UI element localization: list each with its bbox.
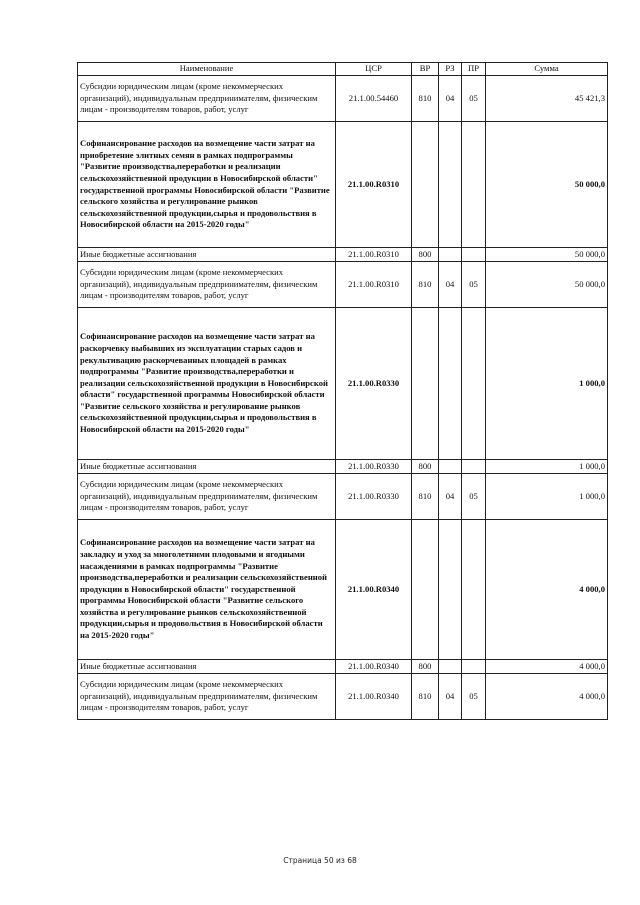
row-vr: 810 [412, 76, 439, 122]
row-rz [439, 460, 462, 474]
header-csr: ЦСР [336, 63, 412, 76]
row-rz [439, 122, 462, 248]
row-name: Субсидии юридическим лицам (кроме некоммерческих организаций), индивидуальным предпринимателям, физическим лицам - производителям товаров, работ, услуг [78, 262, 336, 308]
row-csr: 21.1.00.R0330 [336, 474, 412, 520]
row-sum: 1 000,0 [486, 474, 608, 520]
row-pr [462, 520, 486, 660]
row-rz: 04 [439, 474, 462, 520]
row-pr [462, 308, 486, 460]
row-sum: 4 000,0 [486, 660, 608, 674]
header-vr: ВР [412, 63, 439, 76]
row-csr: 21.1.00.R0310 [336, 262, 412, 308]
row-sum: 1 000,0 [486, 308, 608, 460]
row-csr: 21.1.00.R0340 [336, 660, 412, 674]
header-rz: РЗ [439, 63, 462, 76]
row-pr: 05 [462, 674, 486, 720]
budget-table [77, 62, 608, 720]
table-row [78, 308, 608, 460]
row-vr: 800 [412, 660, 439, 674]
table-row [78, 474, 608, 520]
row-name: Субсидии юридическим лицам (кроме некоммерческих организаций), индивидуальным предпринимателям, физическим лицам - производителям товаров, работ, услуг [78, 674, 336, 720]
row-pr: 05 [462, 76, 486, 122]
header-row [78, 63, 608, 76]
row-csr: 21.1.00.R0310 [336, 248, 412, 262]
row-name: Иные бюджетные ассигнования [78, 460, 336, 474]
row-pr [462, 122, 486, 248]
row-rz [439, 660, 462, 674]
row-sum: 4 000,0 [486, 674, 608, 720]
row-csr: 21.1.00.R0330 [336, 308, 412, 460]
row-csr: 21.1.00.R0310 [336, 122, 412, 248]
table-row [78, 520, 608, 660]
header-sum: Сумма [486, 63, 608, 76]
row-sum: 1 000,0 [486, 460, 608, 474]
row-name: Субсидии юридическим лицам (кроме некоммерческих организаций), индивидуальным предпринимателям, физическим лицам - производителям товаров, работ, услуг [78, 76, 336, 122]
row-vr: 810 [412, 674, 439, 720]
table-row [78, 460, 608, 474]
table-row [78, 674, 608, 720]
row-sum: 50 000,0 [486, 122, 608, 248]
row-csr: 21.1.00.R0330 [336, 460, 412, 474]
row-vr [412, 122, 439, 248]
table-row [78, 660, 608, 674]
table-row [78, 262, 608, 308]
row-name: Софинансирование расходов на возмещение части затрат на закладку и уход за многолетними плодовыми и ягодными насаждениями в рамках подпрограммы "Развитие производства,переработки и реализации сельскохозяйственной продукции в Новосибирской области" государственной программы Новосибирской области "Развитие сельского хозяйства и регулирование рынков сельскохозяйственной продукции,сырья и продовольствия в Новосибирской области на 2015-2020 годы" [78, 520, 336, 660]
table-row [78, 122, 608, 248]
row-name: Иные бюджетные ассигнования [78, 248, 336, 262]
table-row [78, 248, 608, 262]
row-pr: 05 [462, 474, 486, 520]
row-rz [439, 308, 462, 460]
row-name: Софинансирование расходов на возмещение части затрат на раскорчевку выбывших из эксплуатации старых садов и рекультивацию раскорчеванных площадей в рамках подпрограммы "Развитие производства,переработки и реализации сельскохозяйственной продукции в Новосибирской области" государственной программы Новосибирской области "Развитие сельского хозяйства и регулирование рынков сельскохозяйственной продукции,сырья и продовольствия в Новосибирской области на 2015-2020 годы" [78, 308, 336, 460]
row-vr: 800 [412, 460, 439, 474]
row-name: Субсидии юридическим лицам (кроме некоммерческих организаций), индивидуальным предпринимателям, физическим лицам - производителям товаров, работ, услуг [78, 474, 336, 520]
row-vr: 810 [412, 474, 439, 520]
row-rz [439, 248, 462, 262]
row-csr: 21.1.00.R0340 [336, 520, 412, 660]
row-sum: 50 000,0 [486, 248, 608, 262]
row-csr: 21.1.00.R0340 [336, 674, 412, 720]
row-pr [462, 460, 486, 474]
row-pr [462, 248, 486, 262]
row-pr: 05 [462, 262, 486, 308]
row-rz: 04 [439, 76, 462, 122]
row-rz: 04 [439, 262, 462, 308]
header-name: Наименование [78, 63, 336, 76]
row-vr: 800 [412, 248, 439, 262]
row-vr [412, 308, 439, 460]
row-rz [439, 520, 462, 660]
row-pr [462, 660, 486, 674]
row-name: Софинансирование расходов на возмещение части затрат на приобретение элитных семян в рамках подпрограммы "Развитие производства,переработки и реализации сельскохозяйственной продукции в Новосибирской области" государственной программы Новосибирской области "Развитие сельского хозяйства и регулирование рынков сельскохозяйственной продукции,сырья и продовольствия в Новосибирской области на 2015-2020 годы" [78, 122, 336, 248]
row-sum: 4 000,0 [486, 520, 608, 660]
row-sum: 45 421,3 [486, 76, 608, 122]
page-footer: Страница 50 из 68 [283, 856, 357, 865]
row-vr: 810 [412, 262, 439, 308]
row-csr: 21.1.00.54460 [336, 76, 412, 122]
row-sum: 50 000,0 [486, 262, 608, 308]
header-pr: ПР [462, 63, 486, 76]
table-row [78, 76, 608, 122]
row-vr [412, 520, 439, 660]
row-rz: 04 [439, 674, 462, 720]
row-name: Иные бюджетные ассигнования [78, 660, 336, 674]
